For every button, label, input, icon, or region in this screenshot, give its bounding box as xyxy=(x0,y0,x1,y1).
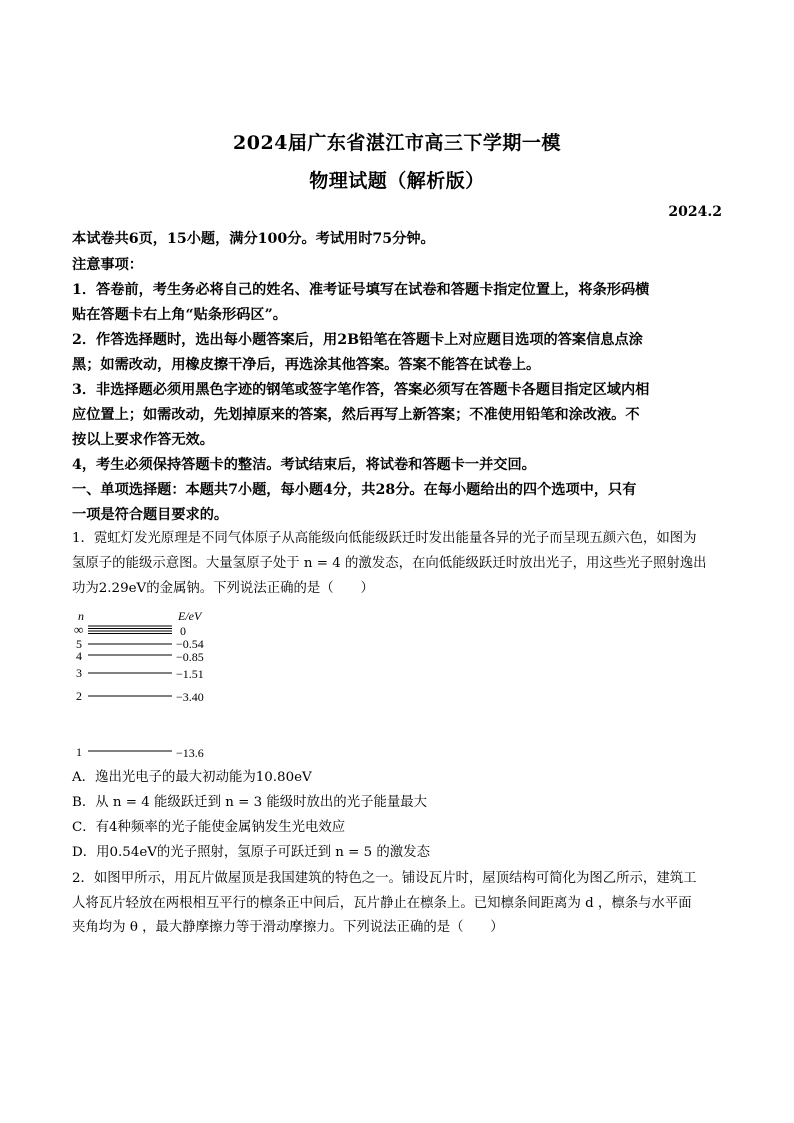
level-n: 1 xyxy=(76,745,82,759)
notice-heading: 注意事项： xyxy=(72,257,143,273)
notice-line: 4，考生必须保持答题卡的整洁。考试结束后，将试卷和答题卡一并交回。 xyxy=(72,457,536,473)
level-n: 2 xyxy=(76,689,82,703)
question-1-text: 功为2.29eV的金属钠。下列说法正确的是（ ） xyxy=(72,581,374,596)
level-e: −1.51 xyxy=(176,667,204,681)
level-n: ∞ xyxy=(74,622,84,637)
exam-date: 2024.2 xyxy=(668,204,722,220)
level-e: −0.54 xyxy=(176,637,204,651)
diagram-n-label: n xyxy=(78,609,84,623)
question-1-option-d: D．用0.54eV的光子照射，氢原子可跃迁到 n = 5 的激发态 xyxy=(72,845,430,860)
level-e: −0.85 xyxy=(176,650,204,664)
section-heading: 一、单项选择题：本题共7小题，每小题4分，共28分。在每小题给出的四个选项中，只有 xyxy=(72,482,637,498)
exam-title: 2024届广东省湛江市高三下学期一模 xyxy=(233,132,561,154)
energy-level-inf xyxy=(74,622,186,638)
energy-level-2 xyxy=(76,689,204,704)
question-1-option-b: B．从 n = 4 能级跃迁到 n = 3 能级时放出的光子能量最大 xyxy=(72,795,428,810)
section-heading: 一项是符合题目要求的。 xyxy=(72,507,229,523)
energy-level-diagram xyxy=(70,604,250,764)
exam-subtitle: 物理试题（解析版） xyxy=(309,170,485,192)
question-1-option-c: C．有4种频率的光子能使金属钠发生光电效应 xyxy=(72,820,346,835)
level-e: −13.6 xyxy=(176,746,204,760)
notice-line: 按以上要求作答无效。 xyxy=(72,432,214,448)
notice-line: 应位置上；如需改动，先划掉原来的答案，然后再写上新答案；不准使用铅笔和涂改液。不 xyxy=(72,407,640,423)
energy-level-3 xyxy=(76,666,204,681)
notice-line: 2．作答选择题时，选出每小题答案后，用2B铅笔在答题卡上对应题目选项的答案信息点涂 xyxy=(72,332,643,348)
notice-line: 3．非选择题必须用黑色字迹的钢笔或签字笔作答，答案必须写在答题卡各题目指定区域内相 xyxy=(72,382,650,398)
level-n: 4 xyxy=(76,649,82,663)
level-n: 5 xyxy=(76,637,82,651)
notice-line: 黑；如需改动，用橡皮擦干净后，再选涂其他答案。答案不能答在试卷上。 xyxy=(72,357,541,373)
energy-level-5 xyxy=(76,637,204,651)
energy-level-4 xyxy=(76,649,204,664)
diagram-energy-label: E/eV xyxy=(178,609,202,623)
energy-level-1 xyxy=(76,745,204,760)
question-2-text: 夹角均为 θ ，最大静摩擦力等于滑动摩擦力。下列说法正确的是（ ） xyxy=(72,920,504,935)
level-e: 0 xyxy=(180,624,186,638)
level-e: −3.40 xyxy=(176,690,204,704)
level-n: 3 xyxy=(76,666,82,680)
notice-line: 贴在答题卡右上角“贴条形码区”。 xyxy=(72,307,287,323)
exam-intro: 本试卷共6页，15小题，满分100分。考试用时75分钟。 xyxy=(72,231,435,247)
notice-line: 1．答卷前，考生务必将自己的姓名、准考证号填写在试卷和答题卡指定位置上，将条形码横 xyxy=(72,282,650,298)
question-1-option-a: A．逸出光电子的最大初动能为10.80eV xyxy=(72,770,312,785)
question-2-text: 2．如图甲所示，用瓦片做屋顶是我国建筑的特色之一。铺设瓦片时，屋顶结构可简化为图乙所示，建筑工 xyxy=(72,871,697,886)
question-2-text: 人将瓦片轻放在两根相互平行的檩条正中间后，瓦片静止在檩条上。已知檩条间距离为 d ，檩条与水平面 xyxy=(72,896,692,911)
question-1-text: 氢原子的能级示意图。大量氢原子处于 n = 4 的激发态，在向低能级跃迁时放出光子，用这些光子照射逸出 xyxy=(72,556,707,571)
question-1-text: 1．霓虹灯发光原理是不同气体原子从高能级向低能级跃迁时发出能量各异的光子而呈现五颜六色，如图为 xyxy=(72,531,697,546)
